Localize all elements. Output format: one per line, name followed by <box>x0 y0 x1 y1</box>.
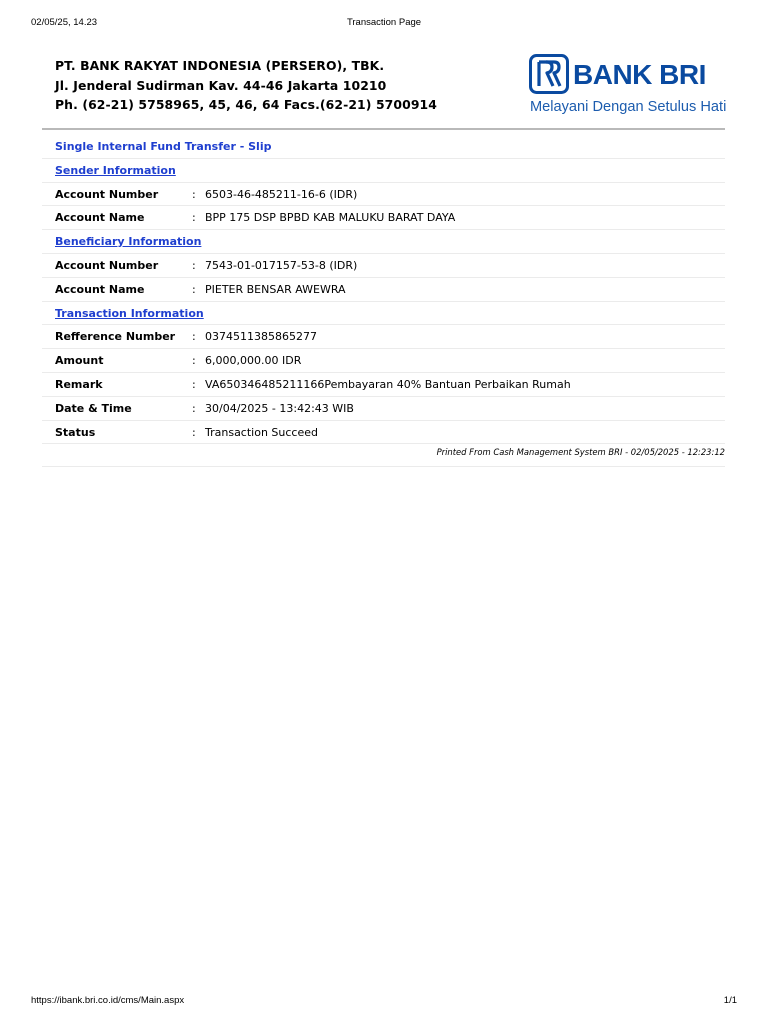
print-footer <box>31 995 737 1009</box>
sender-account-number: 6503-46-485211-16-6 (IDR) <box>205 187 358 201</box>
print-header <box>31 17 737 31</box>
bank-address: Jl. Jenderal Sudirman Kav. 44-46 Jakarta 10210 <box>55 77 387 93</box>
slip-title: Single Internal Fund Transfer - Slip <box>55 140 272 153</box>
sender-account-name: BPP 175 DSP BPBD KAB MALUKU BARAT DAYA <box>205 211 456 225</box>
slip-title-row <box>42 135 725 159</box>
bank-name: PT. BANK RAKYAT INDONESIA (PERSERO), TBK. <box>55 58 385 73</box>
table-row <box>42 278 725 302</box>
beneficiary-account-name-label: Account Name <box>55 282 145 296</box>
beneficiary-information-link[interactable]: Beneficiary Information <box>55 235 202 249</box>
colon: : <box>192 330 196 344</box>
remark: VA650346485211166Pembayaran 40% Bantuan Perbaikan Rumah <box>205 377 571 391</box>
reference-number: 0374511385865277 <box>205 330 317 344</box>
transaction-information-link[interactable]: Transaction Information <box>55 306 204 320</box>
amount-label: Amount <box>55 354 104 368</box>
colon: : <box>192 282 196 296</box>
bri-logo-tagline: Melayani Dengan Setulus Hati <box>530 99 727 115</box>
bri-logo <box>529 54 725 118</box>
colon: : <box>192 354 196 368</box>
table-row <box>42 254 725 278</box>
sender-account-number-label: Account Number <box>55 187 159 201</box>
header-divider <box>42 128 725 130</box>
date-time: 30/04/2025 - 13:42:43 WIB <box>205 401 354 415</box>
beneficiary-heading-row <box>42 230 725 254</box>
table-row <box>42 183 725 207</box>
table-row <box>42 397 725 421</box>
colon: : <box>192 187 196 201</box>
colon: : <box>192 377 196 391</box>
reference-number-label: Refference Number <box>55 330 176 344</box>
sender-heading-row <box>42 159 725 183</box>
table-row <box>42 421 725 445</box>
bank-header <box>42 52 725 122</box>
table-row <box>42 349 725 373</box>
footnote-row <box>42 444 725 467</box>
page-number: 1/1 <box>723 995 737 1006</box>
bri-logo-wordmark: BANK BRI <box>573 59 706 90</box>
print-title: Transaction Page <box>346 17 422 28</box>
transaction-slip <box>42 52 727 458</box>
beneficiary-account-name: PIETER BENSAR AWEWRA <box>205 282 346 296</box>
table-row <box>42 325 725 349</box>
colon: : <box>192 425 196 439</box>
table-row <box>42 206 725 230</box>
slip-table <box>42 135 725 467</box>
transaction-heading-row <box>42 302 725 326</box>
beneficiary-account-number: 7543-01-017157-53-8 (IDR) <box>205 258 358 272</box>
table-row <box>42 373 725 397</box>
amount: 6,000,000.00 IDR <box>205 354 302 368</box>
date-time-label: Date & Time <box>55 401 132 415</box>
colon: : <box>192 258 196 272</box>
bank-phone: Ph. (62-21) 5758965, 45, 46, 64 Facs.(62-21) 5700914 <box>55 97 437 112</box>
status-label: Status <box>55 425 96 439</box>
colon: : <box>192 401 196 415</box>
bank-details <box>55 56 437 115</box>
beneficiary-account-number-label: Account Number <box>55 258 159 272</box>
print-url: https://ibank.bri.co.id/cms/Main.aspx <box>31 995 185 1006</box>
print-date: 02/05/25, 14.23 <box>31 17 98 28</box>
status-value: Transaction Succeed <box>205 425 318 439</box>
colon: : <box>192 211 196 225</box>
remark-label: Remark <box>55 377 103 391</box>
print-footnote: Printed From Cash Management System BRI - 02/05/2025 - 12:23:12 <box>436 447 725 458</box>
bri-logo-icon <box>529 54 569 94</box>
sender-information-link[interactable]: Sender Information <box>55 163 176 177</box>
sender-account-name-label: Account Name <box>55 211 145 225</box>
